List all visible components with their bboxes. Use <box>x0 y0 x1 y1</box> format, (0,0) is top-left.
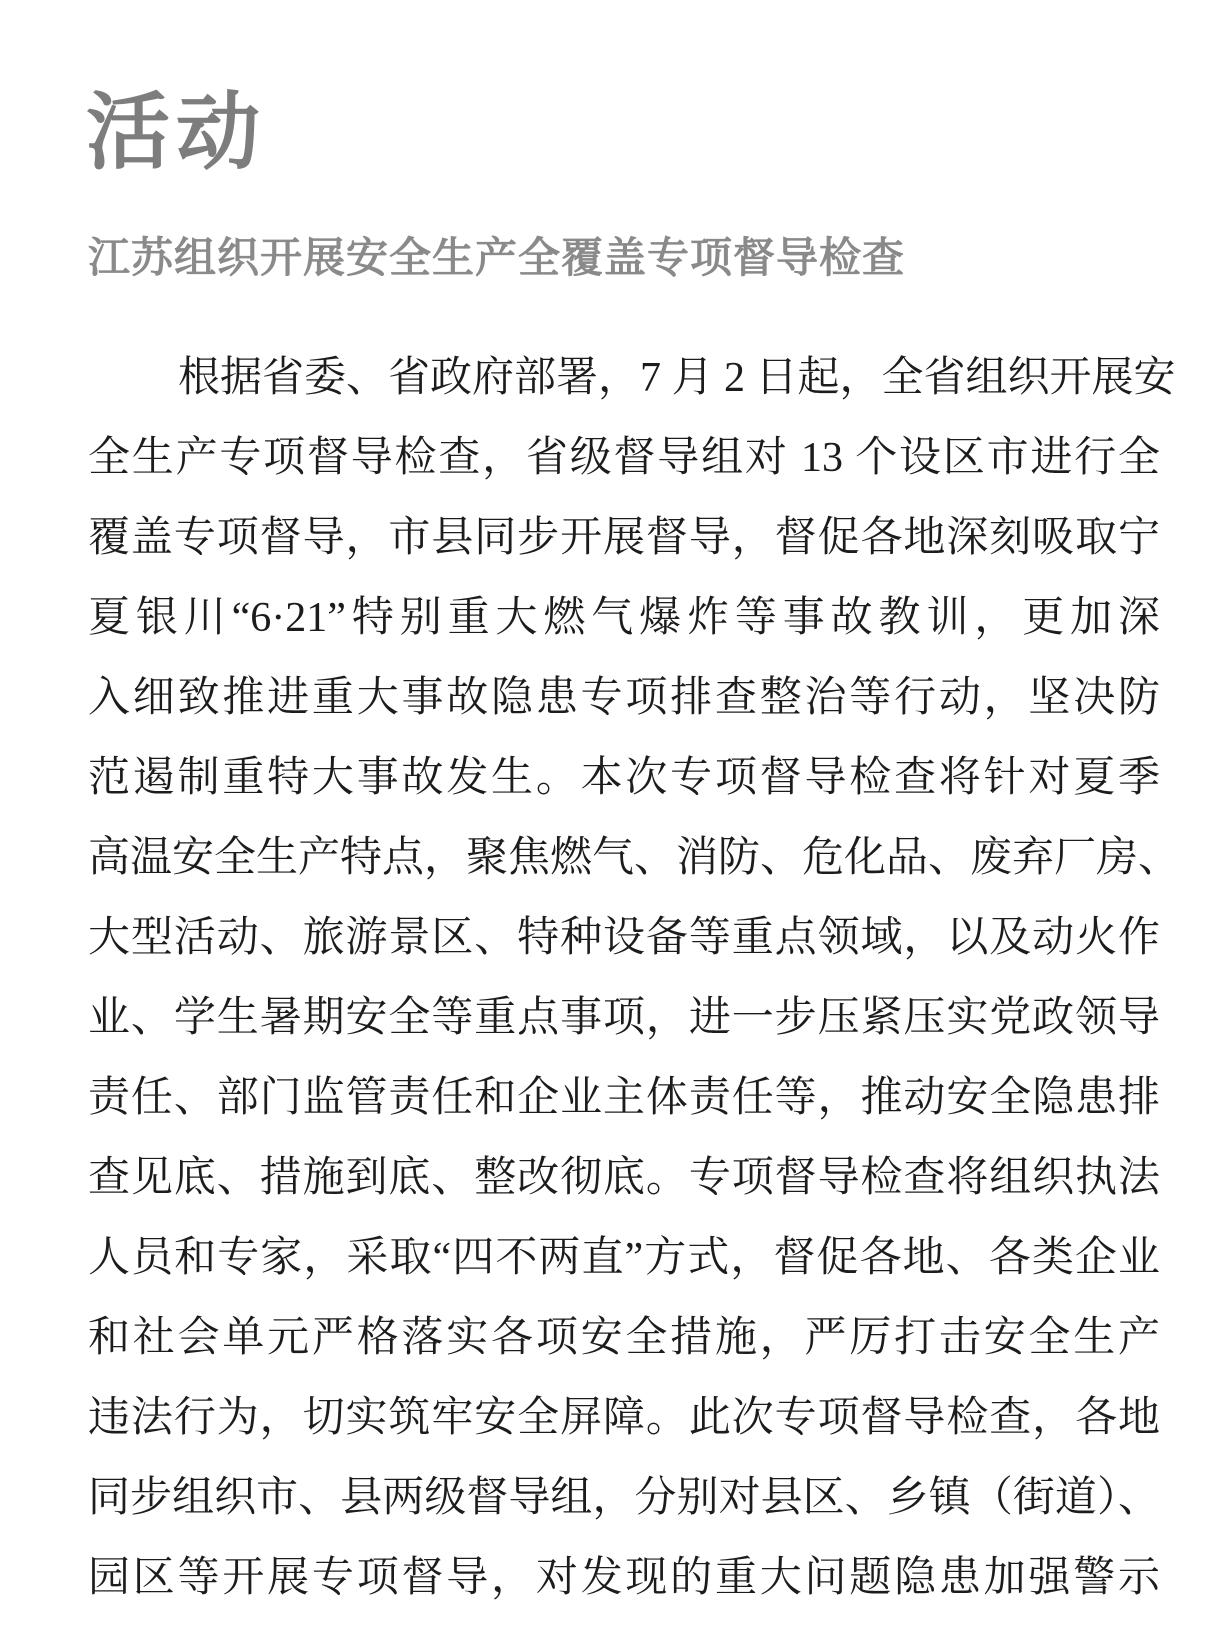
section-title: 活动 <box>86 85 267 179</box>
paragraph-line: 责任、部门监管责任和企业主体责任等，推动安全隐患排 <box>88 1075 1160 1121</box>
paragraph-line: 同步组织市、县两级督导组，分别对县区、乡镇（街道）、 <box>88 1475 1160 1521</box>
paragraph-line: 园区等开展专项督导，对发现的重大问题隐患加强警示 <box>88 1555 1160 1601</box>
paragraph-line: 全生产专项督导检查，省级督导组对 13 个设区市进行全 <box>88 435 1160 481</box>
paragraph-line: 人员和专家，采取“四不两直”方式，督促各地、各类企业 <box>88 1235 1160 1281</box>
paragraph-line: 业、学生暑期安全等重点事项，进一步压紧压实党政领导 <box>88 995 1160 1041</box>
paragraph-line: 大型活动、旅游景区、特种设备等重点领域，以及动火作 <box>88 915 1160 961</box>
paragraph-line: 和社会单元严格落实各项安全措施，严厉打击安全生产 <box>88 1315 1160 1361</box>
paragraph-line: 高温安全生产特点，聚焦燃气、消防、危化品、废弃厂房、 <box>88 835 1181 881</box>
paragraph-line: 范遏制重特大事故发生。本次专项督导检查将针对夏季 <box>88 755 1160 801</box>
paragraph-line: 查见底、措施到底、整改彻底。专项督导检查将组织执法 <box>88 1155 1160 1201</box>
paragraph-line: 根据省委、省政府部署，7 月 2 日起，全省组织开展安 <box>178 355 1176 401</box>
article-title: 江苏组织开展安全生产全覆盖专项督导检查 <box>88 236 906 282</box>
paragraph-line: 违法行为，切实筑牢安全屏障。此次专项督导检查，各地 <box>88 1395 1160 1441</box>
article-paragraph <box>88 338 1181 1618</box>
paragraph-line: 覆盖专项督导，市县同步开展督导，督促各地深刻吸取宁 <box>88 515 1160 561</box>
paragraph-line: 入细致推进重大事故隐患专项排查整治等行动，坚决防 <box>88 675 1160 721</box>
paragraph-line: 夏银川“6·21”特别重大燃气爆炸等事故教训，更加深 <box>88 595 1160 641</box>
